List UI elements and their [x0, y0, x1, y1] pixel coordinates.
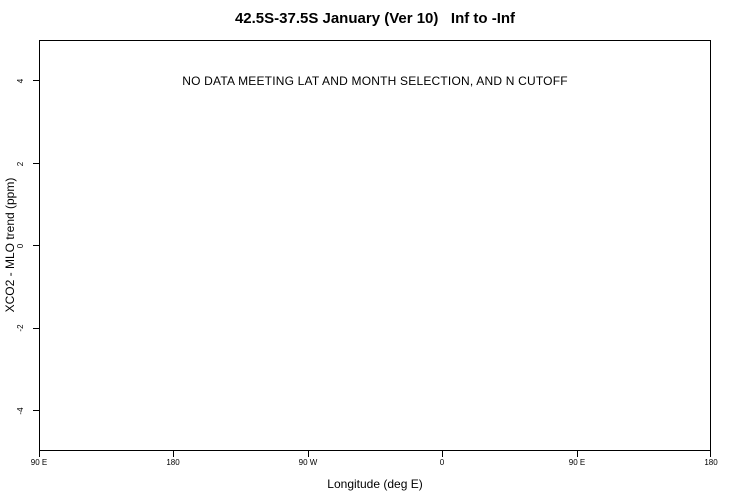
- x-tick-label: 90 E: [568, 458, 586, 467]
- x-tick-label: 180: [166, 458, 180, 467]
- x-tick-label: 90 W: [298, 458, 318, 467]
- chart-title: 42.5S-37.5S January (Ver 10) Inf to -Inf: [234, 10, 516, 27]
- x-axis-title: Longitude (deg E): [327, 477, 423, 491]
- y-tick-label: -4: [16, 407, 25, 415]
- x-tick-label: 90 E: [30, 458, 48, 467]
- y-tick-mark: [33, 163, 39, 164]
- x-tick-mark: [710, 451, 711, 457]
- y-tick-mark: [33, 80, 39, 81]
- y-tick-label: -2: [16, 324, 25, 332]
- y-tick-mark: [33, 410, 39, 411]
- y-tick-label: 2: [16, 161, 25, 167]
- y-axis-title: XCO2 - MLO trend (ppm): [3, 177, 17, 313]
- y-tick-mark: [33, 328, 39, 329]
- y-tick-label: 4: [16, 78, 25, 84]
- x-tick-mark: [577, 451, 578, 457]
- plot-area: [39, 40, 711, 451]
- y-tick-mark: [33, 245, 39, 246]
- x-tick-mark: [308, 451, 309, 457]
- x-tick-mark: [173, 451, 174, 457]
- y-tick-label: 0: [16, 243, 25, 249]
- x-tick-label: 180: [704, 458, 718, 467]
- x-tick-mark: [39, 451, 40, 457]
- x-tick-label: 0: [439, 458, 445, 467]
- x-tick-mark: [442, 451, 443, 457]
- no-data-message: NO DATA MEETING LAT AND MONTH SELECTION, AND N CUTOFF: [182, 74, 568, 88]
